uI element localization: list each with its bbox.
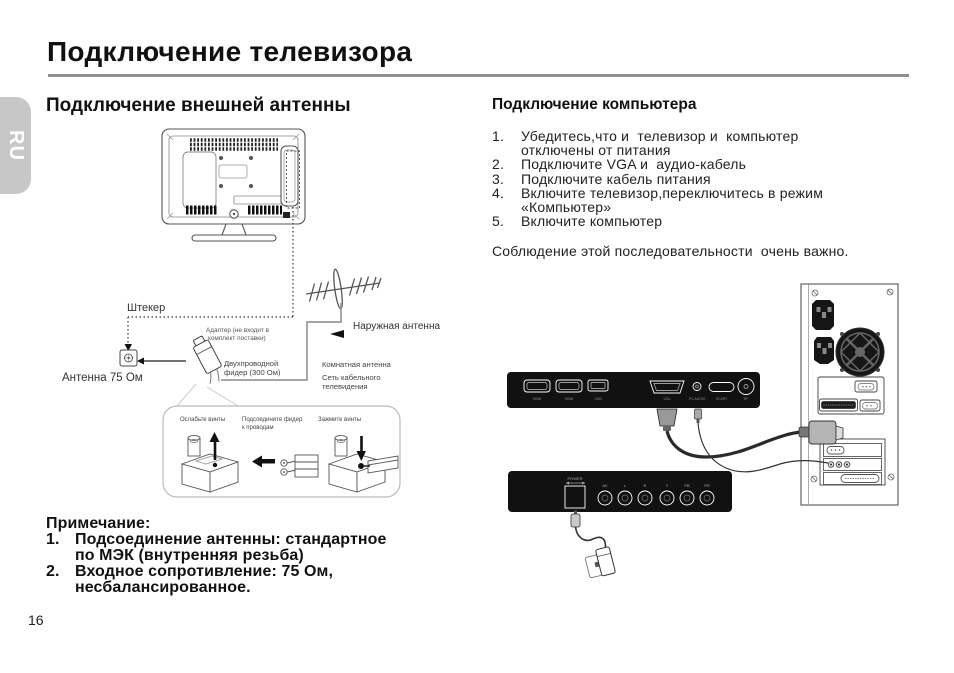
step-item: 1. Убедитесь,что и телевизор и компьютер отключены от питания <box>492 128 799 159</box>
sequence-note: Соблюдение этой последовательности очень важно. <box>492 243 849 259</box>
port-label: HDMI <box>564 397 574 401</box>
jack-label: R <box>643 483 647 488</box>
feeder-arrow-icon <box>330 330 344 338</box>
power-cord <box>571 511 616 580</box>
wall-plug-icon <box>584 547 616 579</box>
computer-connection-diagram <box>500 268 954 608</box>
jack-label: PB <box>684 483 690 488</box>
callout-line <box>177 384 196 406</box>
adapter-label: Адаптер (не входит в <box>206 327 270 334</box>
screw-instruction-inset <box>163 406 400 497</box>
port-label: VGA <box>663 397 671 401</box>
antenna-connection-diagram <box>40 118 480 512</box>
left-section-heading: Подключение внешней антенны <box>46 95 351 116</box>
computer-connection-steps <box>492 129 932 228</box>
jack-label: L <box>623 483 627 488</box>
antenna-socket-icon <box>120 350 137 366</box>
inset-step2-label: к проводам <box>242 425 274 431</box>
port-label: RF <box>743 397 749 401</box>
outdoor-antenna-label: Наружная антенна <box>353 321 441 332</box>
power-label: POWER <box>567 476 583 481</box>
down-arrow-icon <box>360 436 363 452</box>
step-item: 2. Подключите VGA и аудио-кабель <box>492 156 747 173</box>
outdoor-antenna-icon <box>306 269 381 310</box>
plug-label: Штекер <box>127 302 166 314</box>
note-heading: Примечание: <box>46 515 151 532</box>
right-section-heading: Подключение компьютера <box>492 96 697 113</box>
indoor-antenna-label: Комнатная антенна <box>322 360 391 369</box>
inset-step1-label: Ослабьте винты <box>180 417 226 423</box>
tv-av-panel <box>508 471 732 512</box>
title-divider <box>48 74 909 77</box>
note-item: 1. Подсоединение антенны: стандартное по МЭК (внутренняя резьба) <box>46 531 387 564</box>
fan-icon <box>836 328 884 376</box>
feeder-label: фидер (300 Ом) <box>224 368 281 377</box>
left-arrow-icon <box>262 459 275 464</box>
adapter-label: комплект поставки) <box>208 335 266 342</box>
plug-dashed-path <box>128 207 293 344</box>
inset-step3-label: Зажмите винты <box>318 417 362 423</box>
pc-tower-rear <box>801 284 898 505</box>
antenna-75-label: Антенна 75 Ом <box>62 372 143 384</box>
language-tab <box>0 97 31 194</box>
tv-io-panel <box>507 372 760 408</box>
page-title: Подключение телевизора <box>47 36 413 67</box>
left-arrow-icon <box>137 358 144 365</box>
tv-rear-view <box>162 129 305 241</box>
page-number: 16 <box>28 612 44 628</box>
vga-connector-icon <box>799 427 810 437</box>
step-item: 5. Включите компьютер <box>492 213 663 230</box>
step-item: 3. Подключите кабель питания <box>492 170 711 187</box>
note-item: 2. Входное сопротивление: 75 Ом, несбалансированное. <box>46 563 334 596</box>
step-item: 4. Включите телевизор,переключитесь в режим «Компьютер» <box>492 184 824 216</box>
jack-label: Y <box>665 483 669 488</box>
jack-label: AV <box>602 483 608 488</box>
vga-connector-icon <box>809 421 836 444</box>
expansion-slots <box>820 439 885 485</box>
callout-line <box>207 387 238 406</box>
port-label: PC-AUDIO <box>688 397 706 401</box>
port-label: SCART <box>715 397 728 401</box>
up-arrow-icon <box>214 441 217 460</box>
port-label: HDMI <box>532 397 542 401</box>
language-tab-label: RU <box>4 130 27 161</box>
port-label: USB <box>594 397 602 401</box>
io-port-panel <box>818 377 884 414</box>
feeder-label: Двухпроводной <box>224 359 279 368</box>
inset-step2-label: Подсоедините фидер <box>242 417 303 423</box>
cable-network-label: телевидения <box>322 382 368 391</box>
note-block <box>46 516 387 596</box>
jack-label: PR <box>704 483 710 488</box>
cable-network-label: Сеть кабельного <box>322 373 381 382</box>
